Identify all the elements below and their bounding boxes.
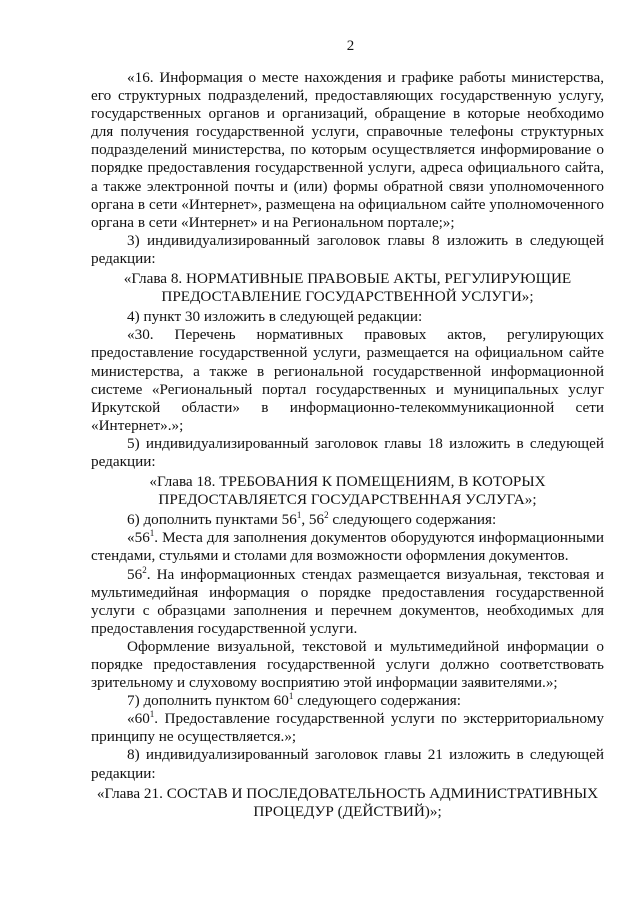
- chapter-21-heading: «Глава 21. СОСТАВ И ПОСЛЕДОВАТЕЛЬНОСТЬ АДМИНИСТРАТИВНЫХ ПРОЦЕДУР (ДЕЙСТВИЙ)»;: [96, 784, 599, 820]
- p561-superscript: 1: [149, 528, 155, 539]
- paragraph-16: «16. Информация о месте нахождения и графике работы министерства, его структурных подразделений, предоставляющих государственную услугу, государственных органов и организаций, обращение в которые необходимо для получения государственной услуги, справочные телефоны структурных подразделений министерства, по которым осуществляется информирование о порядке предоставления государственной услуги, адреса официального сайта, а также электронной почты и (или) формы обратной связи уполномоченного органа в сети «Интернет», размещена на официальном сайте уполномоченного органа в сети «Интернет» и на Региональном портале;»;: [91, 69, 604, 231]
- item7-superscript: 1: [288, 691, 294, 702]
- paragraph-56-1: [91, 529, 604, 565]
- p601-text-b: . Предоставление государственной услуги по экстерриториальному принципу не осуществляется.»;: [91, 710, 604, 746]
- paragraph-56-2-continued: Оформление визуальной, текстовой и мультимедийной информации о порядке предоставления государственной услуги должно соответствовать зрительному и слуховому восприятию этой информации заявителями.»;: [91, 637, 604, 692]
- item7-text-a: 7) дополнить пунктом 60: [127, 692, 289, 710]
- p562-text-a: 56: [127, 565, 143, 583]
- chapter-18-heading: «Глава 18. ТРЕБОВАНИЯ К ПОМЕЩЕНИЯМ, В КОТОРЫХ ПРЕДОСТАВЛЯЕТСЯ ГОСУДАРСТВЕННАЯ УСЛУГА»;: [149, 473, 546, 509]
- p601-superscript: 1: [149, 709, 155, 720]
- paragraph-60-1: [91, 710, 604, 746]
- amendment-item-8: 8) индивидуализированный заголовок главы 21 изложить в следующей редакции:: [91, 746, 604, 782]
- amendment-item-7: [91, 692, 604, 710]
- item6-text-a: 6) дополнить пунктами 56: [127, 511, 297, 529]
- paragraph-30: «30. Перечень нормативных правовых актов, регулирующих предоставление государственной услуги, размещается на официальном сайте министерства, а также в региональной государственной информационной системе «Региональный портал государственных и муниципальных услуг Иркутской области» в информационно-телекоммуникационной сети «Интернет».»;: [91, 326, 604, 434]
- p562-superscript: 2: [142, 564, 147, 575]
- amendment-item-4: 4) пункт 30 изложить в следующей редакции:: [127, 308, 423, 326]
- page-number: 2: [346, 38, 355, 54]
- item7-text-b: следующего содержания:: [293, 692, 462, 710]
- p601-text-a: «60: [127, 710, 150, 728]
- p561-text-b: . Места для заполнения документов оборудуются информационными стендами, стульями и столами для возможности оформления документов.: [91, 529, 604, 565]
- p562-text-b: . На информационных стендах размещается визуальная, текстовая и мультимедийная информация о порядке предоставления государственной услуги с образцами заполнения и перечнем документов, необходимых для предоставления государственной услуги.: [91, 565, 604, 637]
- item6-superscript-2: 2: [324, 510, 329, 521]
- amendment-item-3: 3) индивидуализированный заголовок главы 8 изложить в следующей редакции:: [91, 231, 604, 267]
- item6-superscript-1: 1: [296, 510, 302, 521]
- amendment-item-6: [91, 511, 604, 529]
- p561-text-a: «56: [127, 529, 150, 547]
- paragraph-56-2: [91, 566, 604, 638]
- amendment-item-5: 5) индивидуализированный заголовок главы 18 изложить в следующей редакции:: [91, 434, 604, 470]
- chapter-8-heading: «Глава 8. НОРМАТИВНЫЕ ПРАВОВЫЕ АКТЫ, РЕГУЛИРУЮЩИЕ ПРЕДОСТАВЛЕНИЕ ГОСУДАРСТВЕННОЙ УСЛУГИ»;: [123, 270, 572, 306]
- item6-text-b: , 56: [301, 511, 325, 529]
- item6-text-c: следующего содержания:: [328, 511, 497, 529]
